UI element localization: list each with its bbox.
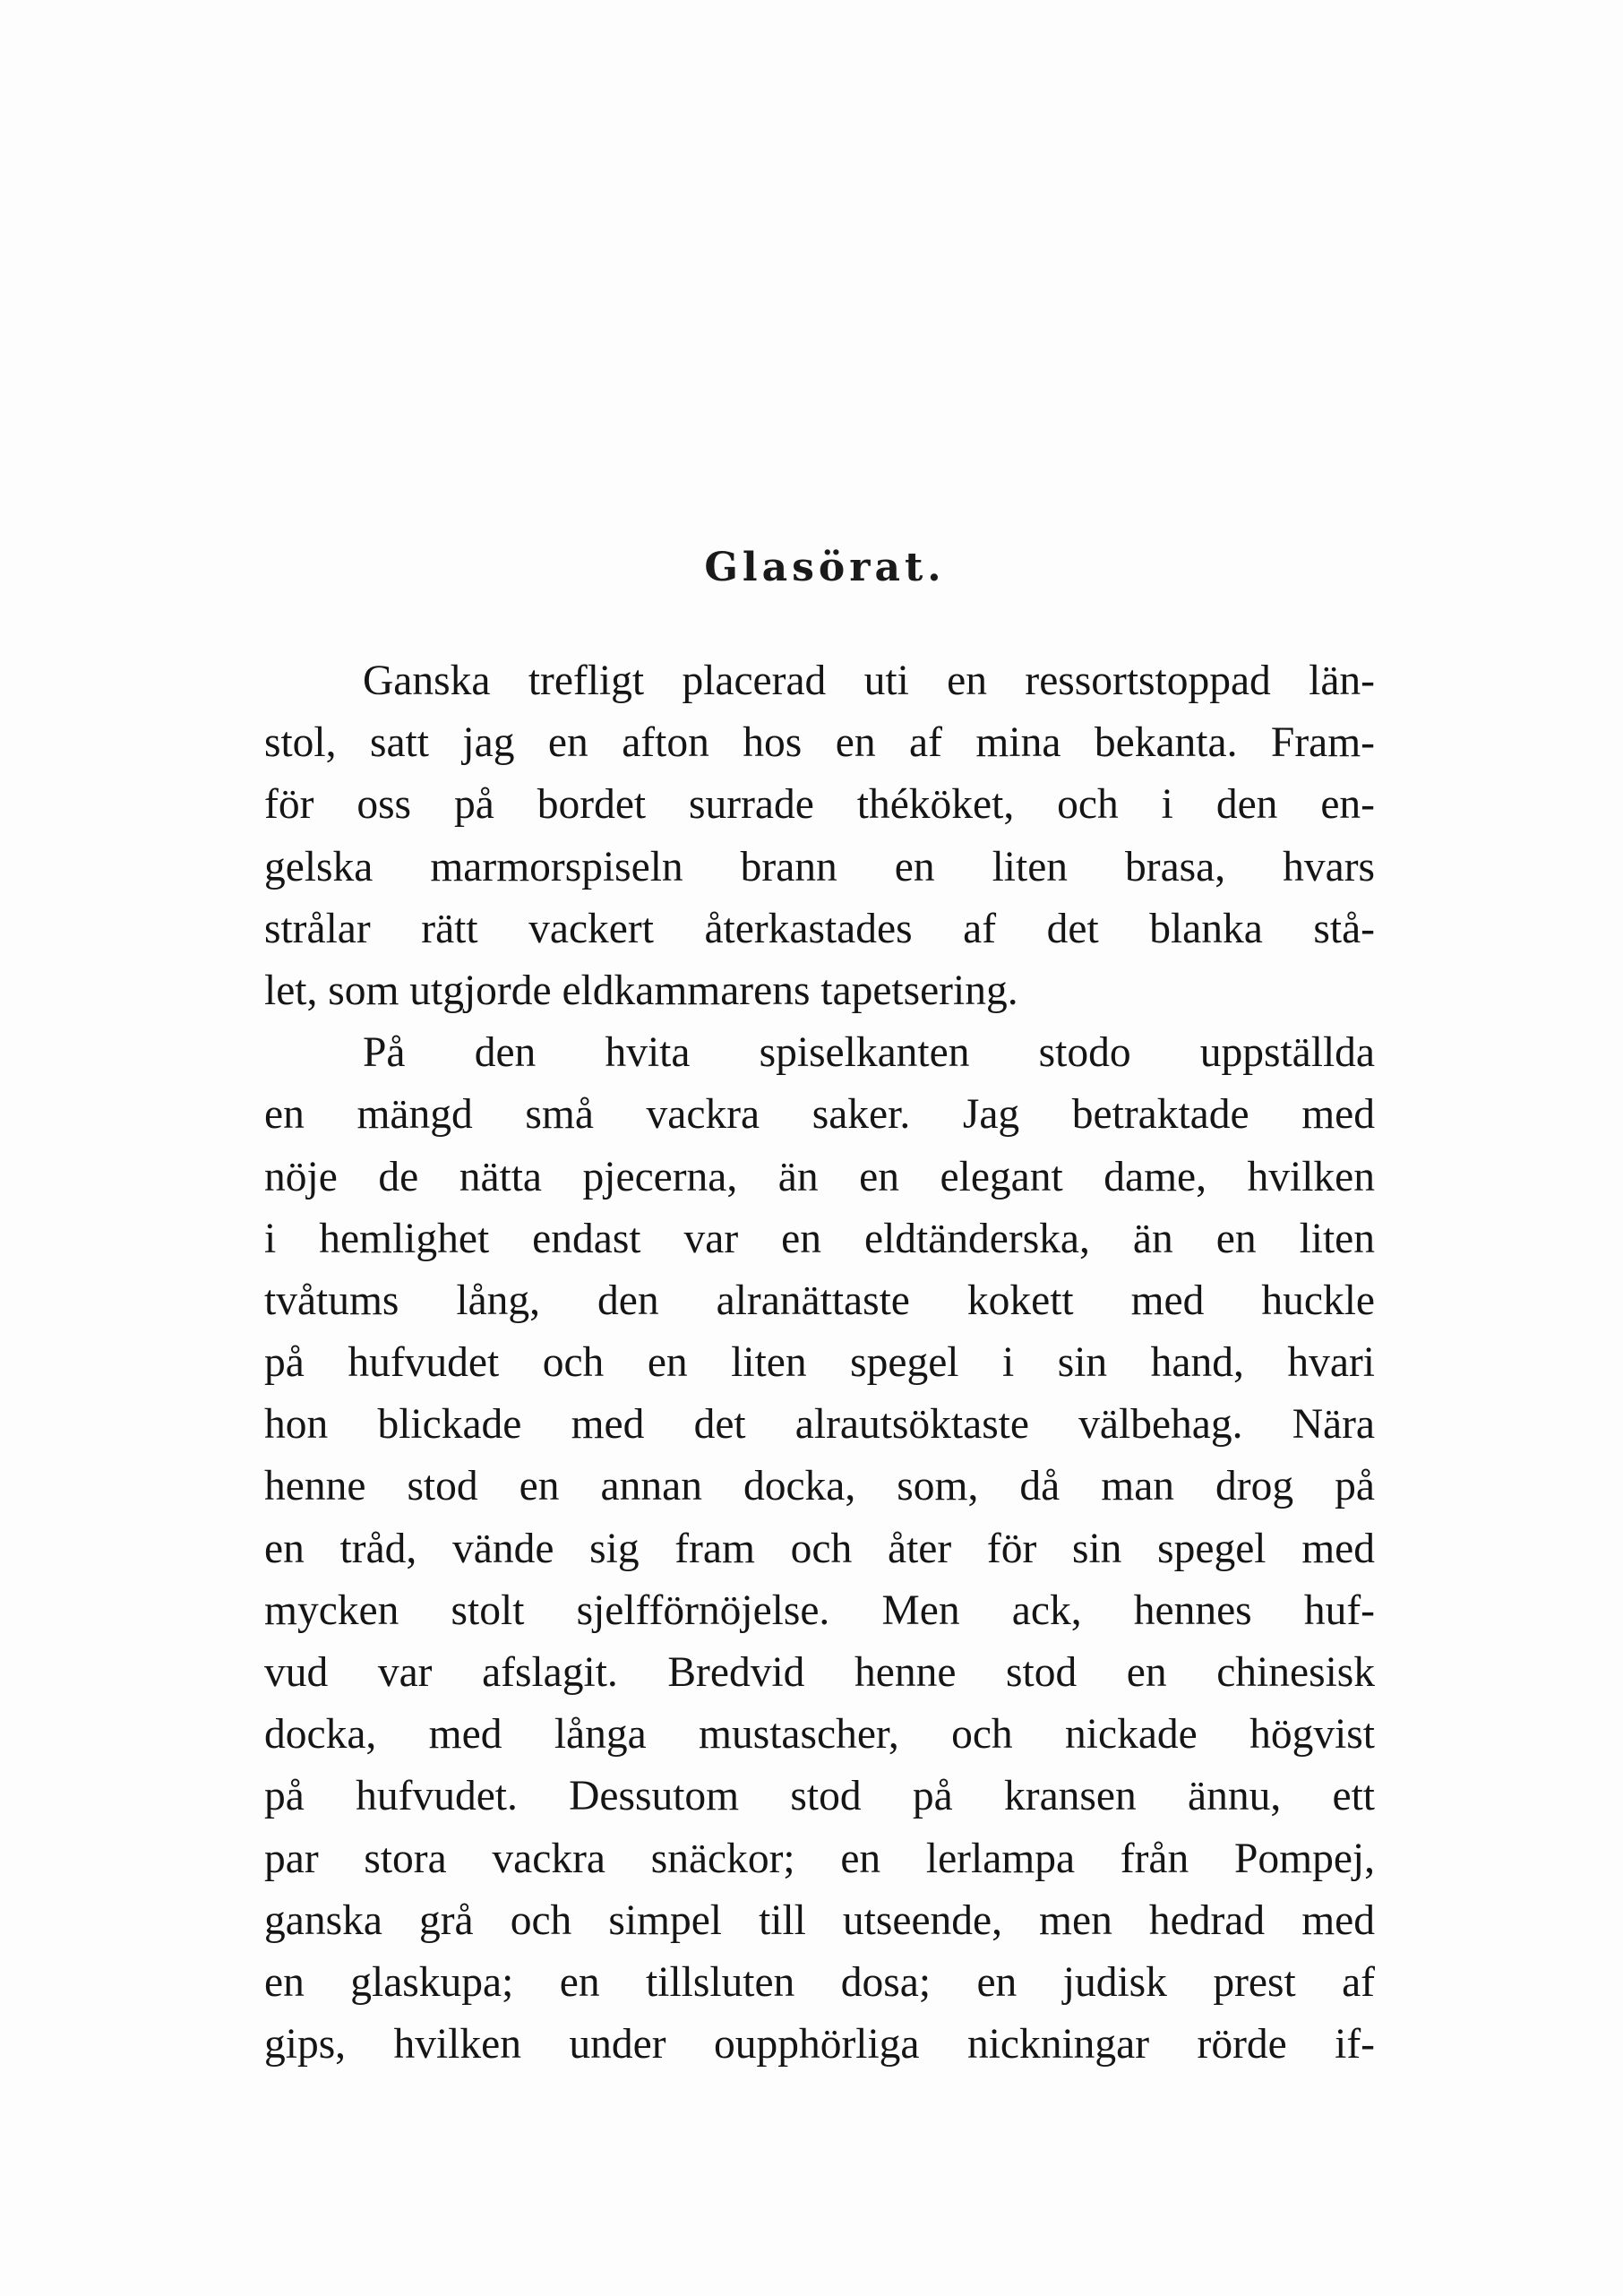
text-line: docka, med långa mustascher, och nickade högvist [264,1711,1375,1759]
paragraph-1 [264,650,1375,1022]
text-line: mycken stolt sjelfförnöjelse. Men ack, hennes huf- [264,1587,1375,1634]
chapter-title: Glasörat. [704,545,946,590]
text-line: strålar rätt vackert återkastades af det blanka stå- [264,905,1375,952]
text-line: gelska marmorspiseln brann en liten brasa, hvars [264,843,1375,890]
text-line: för oss på bordet surrade théköket, och i den en- [264,781,1375,829]
text-line: på hufvudet och en liten spegel i sin hand, hvari [264,1339,1375,1387]
text-line: en glaskupa; en tillsluten dosa; en judisk prest af [264,1958,1375,2006]
text-line: let, som utgjorde eldkammarens tapetsering. [264,967,1018,1014]
text-line: Ganska trefligt placerad uti en ressortstoppad län- [363,658,1375,704]
text-line: henne stod en annan docka, som, då man drog på [264,1463,1375,1510]
text-line: på hufvudet. Dessutom stod på kransen ännu, ett [264,1773,1375,1820]
text-line: vud var afslagit. Bredvid henne stod en chinesisk [264,1649,1375,1696]
text-line: par stora vackra snäckor; en lerlampa från Pompej, [264,1835,1375,1882]
text-line: På den hvita spiselkanten stodo uppställda [363,1029,1375,1077]
text-line: tvåtums lång, den alranättaste kokett med huckle [264,1277,1375,1324]
text-line: gips, hvilken under oupphörliga nickningar rörde if- [264,2021,1375,2068]
text-line: en tråd, vände sig fram och åter för sin spegel med [264,1525,1375,1572]
text-line: nöje de nätta pjecerna, än en elegant dame, hvilken [264,1153,1375,1200]
text-line: ganska grå och simpel till utseende, men hedrad med [264,1896,1375,1944]
text-line: stol, satt jag en afton hos en af mina bekanta. Fram- [264,719,1375,767]
text-line: i hemlighet endast var en eldtänderska, än en liten [264,1215,1375,1262]
text-line: hon blickade med det alrautsöktaste välbehag. Nära [264,1401,1375,1449]
body-text [264,650,1375,2076]
paragraph-2 [264,1022,1375,2076]
text-line: en mängd små vackra saker. Jag betraktade med [264,1091,1375,1139]
